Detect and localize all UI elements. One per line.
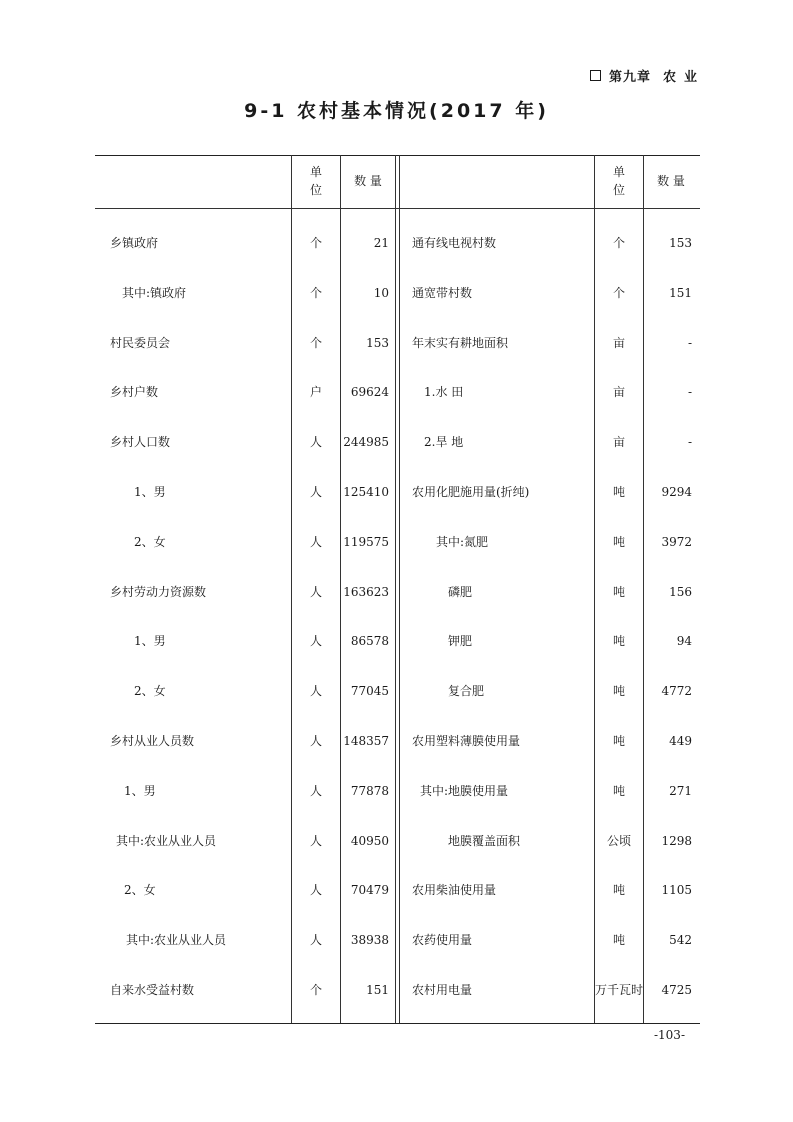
row-unit-left: 人 [309,684,322,698]
row-unit-left: 人 [309,734,322,748]
column-divider [399,155,400,1023]
row-unit-right: 亩 [612,385,625,399]
row-unit-left: 人 [309,834,322,848]
row-value-right: 3972 [661,535,692,549]
row-value-right: 153 [669,236,692,250]
row-label-right: 通有线电视村数 [412,236,497,250]
row-label-right: 复合肥 [448,684,485,698]
row-label-right: 年末实有耕地面积 [412,336,509,350]
row-label-left: 其中:农业从业人员 [116,834,217,848]
row-label-left: 乡村从业人员数 [110,734,195,748]
row-label-right: 其中:氮肥 [436,535,489,549]
row-value-left: 151 [366,983,389,997]
header-unit-char: 位 [309,183,322,197]
row-value-right: 1105 [661,883,692,897]
row-unit-left: 人 [309,883,322,897]
row-value-left: 77045 [350,684,389,698]
row-label-right: 农用塑料薄膜使用量 [412,734,521,748]
row-label-left: 乡村户数 [110,385,159,399]
row-unit-left: 人 [309,485,322,499]
row-unit-left: 个 [309,286,322,300]
row-value-left: 70479 [350,883,389,897]
row-label-left: 乡镇政府 [110,236,159,250]
table-bottom-rule [95,1023,700,1024]
row-label-left: 2、女 [134,535,166,549]
row-unit-right: 吨 [612,485,625,499]
row-unit-right: 吨 [612,585,625,599]
row-value-left: 77878 [350,784,389,798]
row-value-right: 4772 [661,684,692,698]
row-value-right: - [687,336,692,350]
row-value-right: 271 [669,784,692,798]
row-value-right: - [687,385,692,399]
row-label-right: 磷肥 [448,585,473,599]
row-unit-left: 个 [309,236,322,250]
row-value-left: 38938 [350,933,389,947]
row-value-right: 542 [669,933,692,947]
column-divider [395,155,396,1023]
row-label-left: 乡村人口数 [110,435,171,449]
table-header-rule [95,208,700,209]
row-value-right: - [687,435,692,449]
row-unit-left: 人 [309,435,322,449]
row-unit-right: 亩 [612,336,625,350]
row-unit-right: 吨 [612,634,625,648]
row-value-left: 119575 [343,535,389,549]
row-label-left: 2、女 [134,684,166,698]
row-unit-left: 人 [309,535,322,549]
row-unit-left: 户 [309,385,322,399]
row-label-right: 其中:地膜使用量 [420,784,509,798]
row-label-left: 其中:镇政府 [122,286,187,300]
row-label-left: 2、女 [124,883,156,897]
header-unit-char: 单 [309,165,322,179]
row-label-left: 1、男 [134,485,166,499]
chapter-header [590,66,705,85]
row-value-left: 244985 [343,435,389,449]
row-label-right: 农用柴油使用量 [412,883,497,897]
row-unit-right: 吨 [612,784,625,798]
row-unit-right: 吨 [612,535,625,549]
row-unit-right: 公顷 [606,834,631,848]
row-label-left: 1、男 [124,784,156,798]
row-label-left: 乡村劳动力资源数 [110,585,207,599]
row-label-left: 其中:农业从业人员 [126,933,227,947]
table-top-rule [95,155,700,156]
row-value-right: 1298 [661,834,692,848]
row-unit-right: 吨 [612,883,625,897]
row-unit-left: 人 [309,784,322,798]
row-value-left: 40950 [350,834,389,848]
row-value-right: 4725 [661,983,692,997]
row-value-right: 151 [669,286,692,300]
row-label-right: 农用化肥施用量(折纯) [412,485,530,499]
row-label-left: 自来水受益村数 [110,983,195,997]
header-qty-left: 数 量 [354,174,382,188]
header-unit-right [594,163,644,199]
row-label-left: 1、男 [134,634,166,648]
row-value-right: 9294 [661,485,692,499]
row-unit-left: 人 [309,585,322,599]
header-unit-char: 位 [612,183,625,197]
row-unit-left: 人 [309,634,322,648]
row-value-left: 21 [373,236,389,250]
page-title: 9-1 农村基本情况(2017 年) [244,100,549,122]
row-value-left: 86578 [350,634,389,648]
row-unit-left: 人 [309,933,322,947]
row-unit-right: 吨 [612,734,625,748]
row-value-right: 449 [669,734,692,748]
row-value-left: 10 [373,286,389,300]
row-value-left: 163623 [343,585,389,599]
header-unit-left [291,163,341,199]
row-unit-right: 亩 [612,435,625,449]
row-unit-right: 个 [612,286,625,300]
row-label-right: 农药使用量 [412,933,473,947]
row-unit-right: 个 [612,236,625,250]
chapter-number: 第九章 [608,70,651,85]
row-label-right: 2.旱 地 [424,435,464,449]
row-label-right: 通宽带村数 [412,286,473,300]
row-value-right: 156 [669,585,692,599]
row-label-right: 地膜覆盖面积 [448,834,521,848]
row-unit-right: 万千瓦时 [594,983,643,997]
row-value-left: 125410 [343,485,389,499]
row-label-right: 钾肥 [448,634,473,648]
row-value-left: 153 [366,336,389,350]
row-value-left: 148357 [343,734,389,748]
row-label-right: 1.水 田 [424,385,464,399]
row-unit-left: 个 [309,983,322,997]
row-value-left: 69624 [350,385,389,399]
header-qty-right: 数 量 [657,174,685,188]
row-unit-left: 个 [309,336,322,350]
page-number: -103- [653,1028,685,1042]
square-bullet-icon [590,70,601,81]
header-unit-char: 单 [612,165,625,179]
row-label-left: 村民委员会 [110,336,171,350]
chapter-name: 农业 [662,70,705,85]
row-label-right: 农村用电量 [412,983,473,997]
row-unit-right: 吨 [612,933,625,947]
row-unit-right: 吨 [612,684,625,698]
row-value-right: 94 [676,634,692,648]
